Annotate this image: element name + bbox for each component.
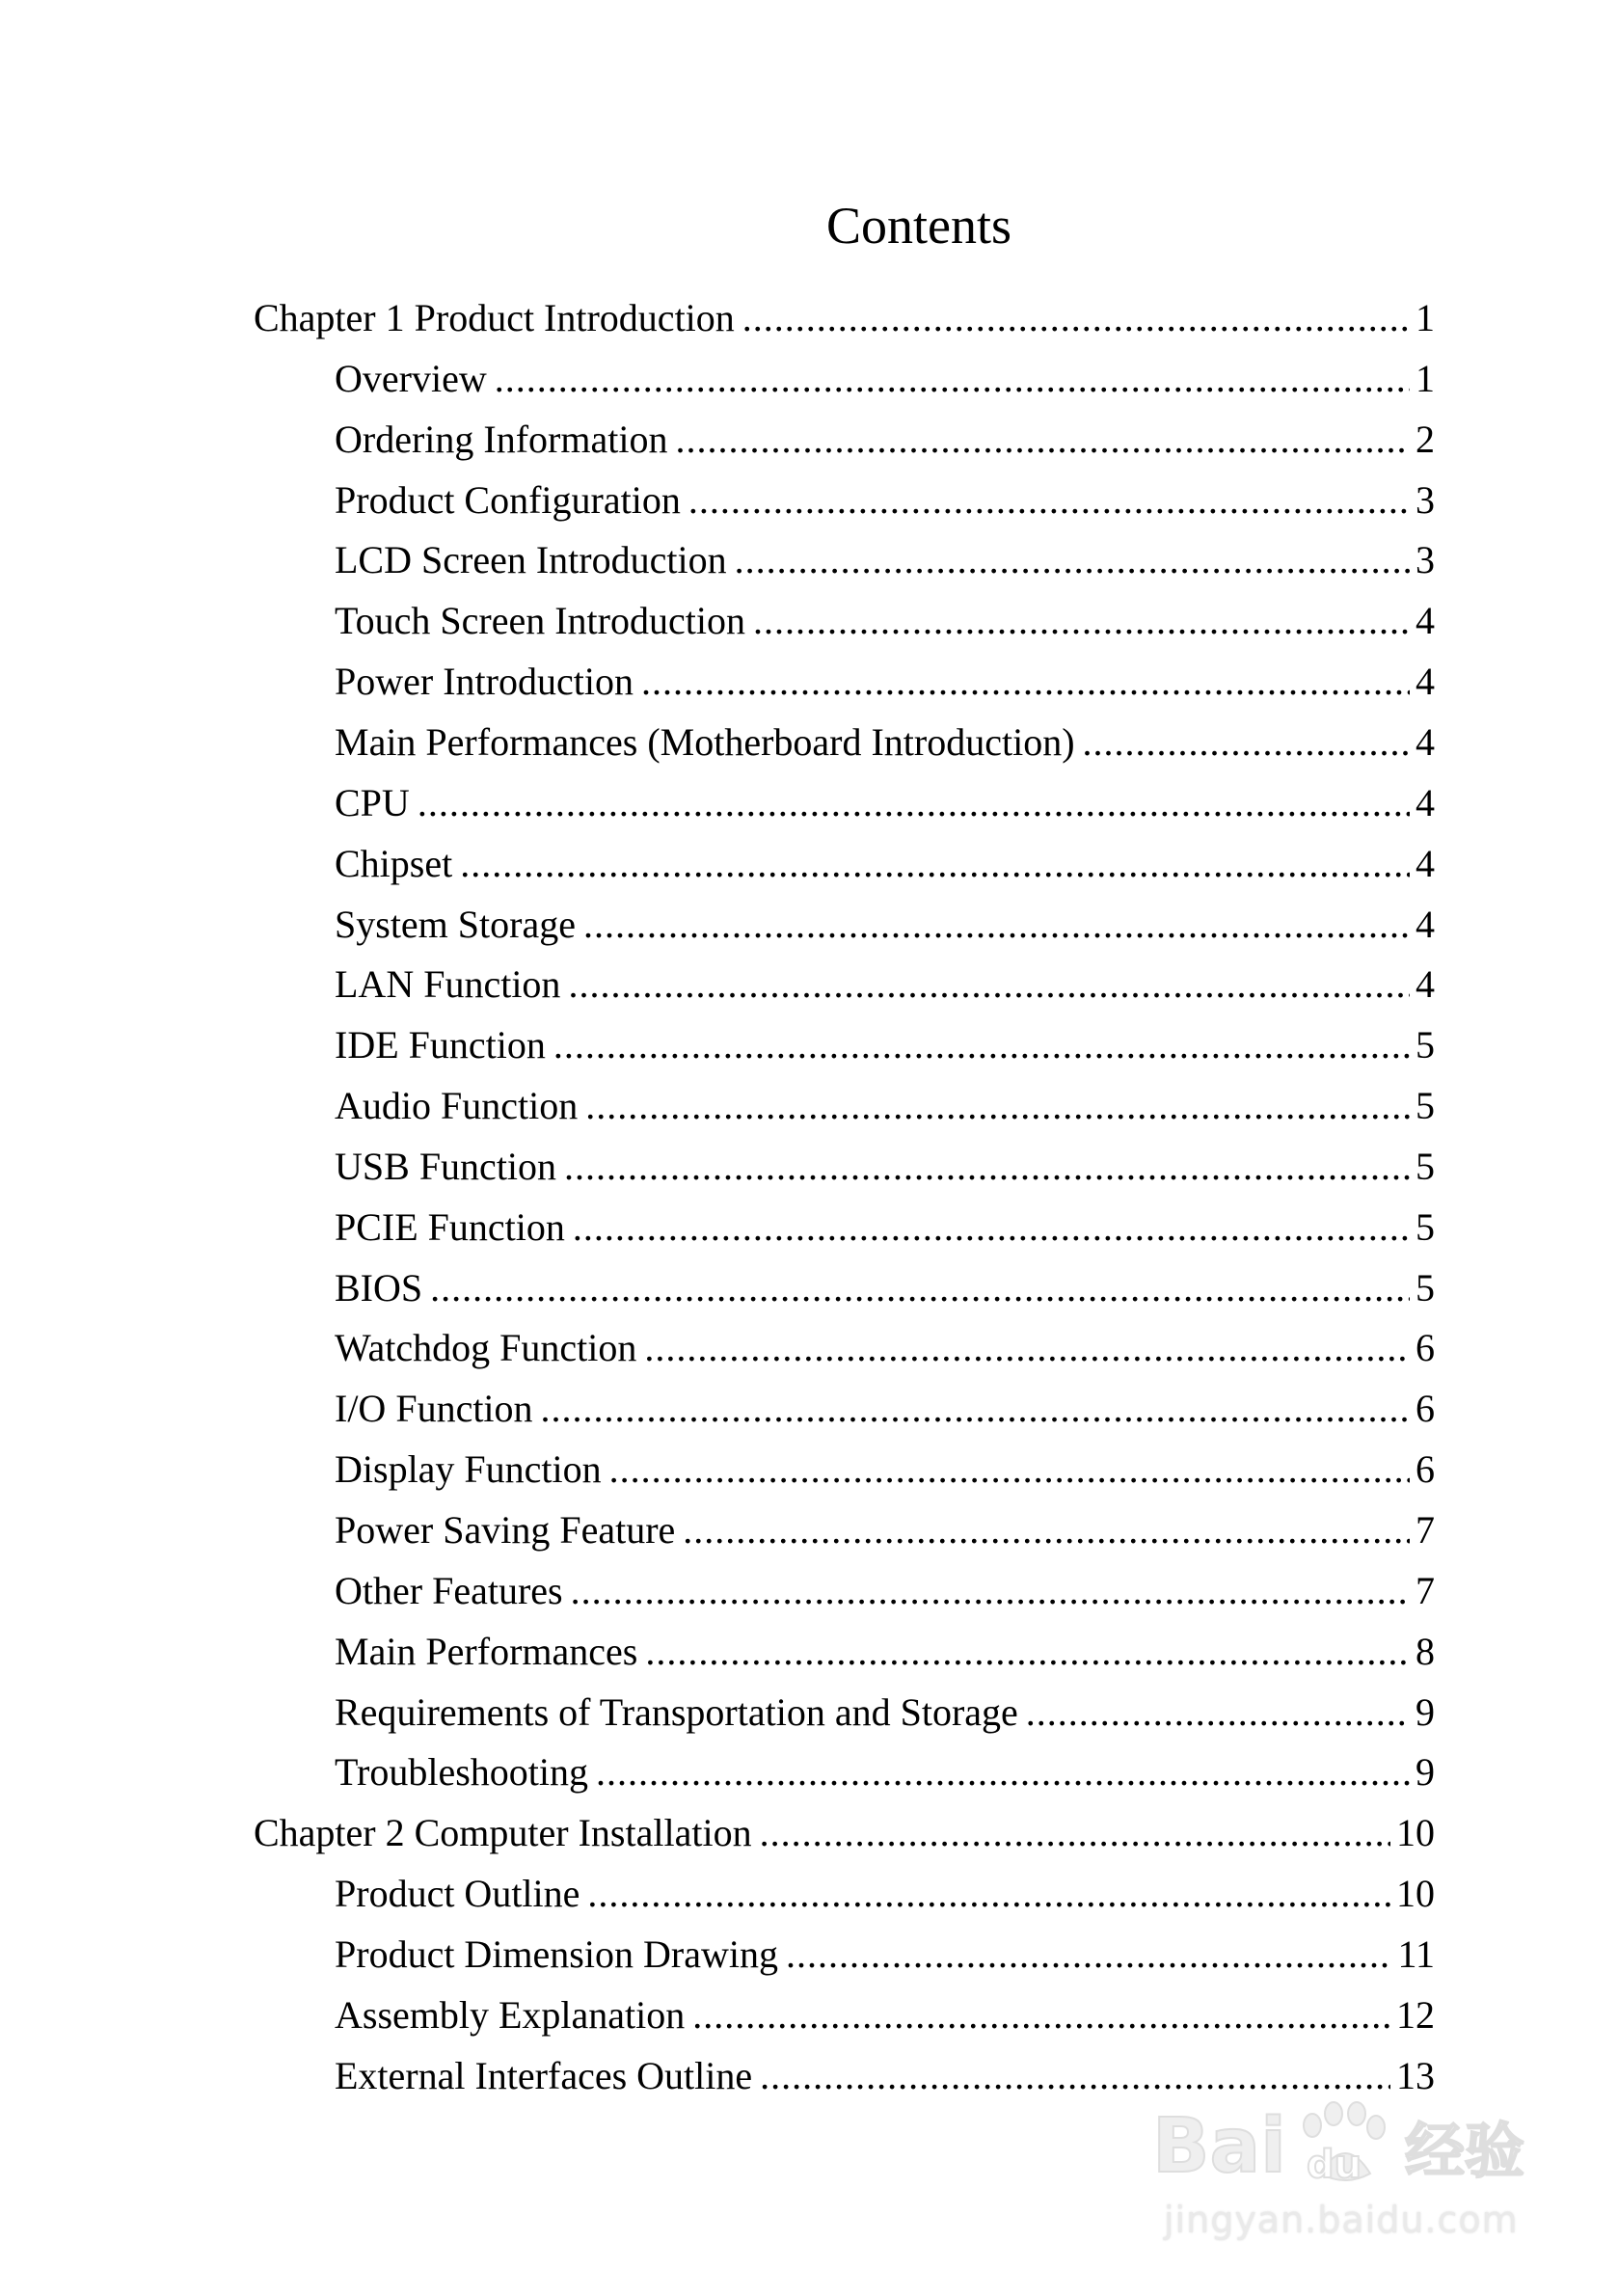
svg-text:Bai: Bai <box>1152 2103 1286 2190</box>
toc-entry-page-number: 10 <box>1396 1811 1435 1855</box>
toc-section-entry <box>335 594 1435 648</box>
toc-entry-label: Main Performances <box>335 1629 638 1673</box>
toc-entry-page-number: 4 <box>1416 962 1435 1007</box>
toc-section-entry <box>335 655 1435 709</box>
toc-section-entry <box>335 898 1435 952</box>
toc-dot-leader <box>541 1382 1410 1436</box>
toc-dot-leader <box>1083 716 1410 770</box>
toc-entry-page-number: 1 <box>1416 356 1435 400</box>
toc-dot-leader <box>645 1625 1410 1679</box>
svg-text:du: du <box>1307 2143 1362 2187</box>
toc-dot-leader <box>735 533 1410 587</box>
toc-entry-label: Power Saving Feature <box>335 1508 676 1552</box>
toc-section-entry <box>335 1079 1435 1133</box>
toc-dot-leader <box>683 1503 1410 1557</box>
toc-section-entry <box>335 1018 1435 1072</box>
toc-section-entry <box>335 958 1435 1012</box>
toc-entry-page-number: 11 <box>1397 1931 1435 1976</box>
toc-section-entry <box>335 1928 1435 1982</box>
toc-entry-label: System Storage <box>335 902 576 946</box>
toc-dot-leader <box>692 1988 1390 2042</box>
toc-section-entry <box>335 1625 1435 1679</box>
toc-dot-leader <box>675 413 1410 467</box>
toc-entry-label: Troubleshooting <box>335 1750 589 1795</box>
toc-entry-label: Chapter 1 Product Introduction <box>254 296 735 339</box>
toc-section-entry <box>335 1503 1435 1557</box>
toc-dot-leader <box>596 1745 1410 1799</box>
toc-entry-label: Assembly Explanation <box>335 1992 686 2037</box>
toc-dot-leader <box>583 898 1410 952</box>
toc-dot-leader <box>786 1928 1392 1982</box>
toc-entry-label: Requirements of Transportation and Storage <box>335 1689 1018 1734</box>
toc-dot-leader <box>585 1079 1410 1133</box>
toc-dot-leader <box>753 594 1410 648</box>
toc-entry-page-number: 6 <box>1416 1387 1435 1431</box>
baidu-logo-icon <box>1152 2093 1538 2199</box>
toc-entry-page-number: 9 <box>1416 1750 1435 1795</box>
toc-entry-page-number: 5 <box>1416 1084 1435 1128</box>
toc-section-entry <box>335 473 1435 527</box>
toc-entry-label: External Interfaces Outline <box>335 2053 753 2097</box>
toc-entry-label: Main Performances (Motherboard Introduction) <box>335 719 1075 764</box>
toc-entry-label: Chipset <box>335 841 453 885</box>
toc-entry-label: LCD Screen Introduction <box>335 538 727 582</box>
toc-entry-label: Product Dimension Drawing <box>335 1931 778 1976</box>
toc-entry-page-number: 10 <box>1396 1872 1435 1916</box>
toc-entry-page-number: 8 <box>1416 1629 1435 1673</box>
toc-entry-page-number: 5 <box>1416 1023 1435 1067</box>
toc-entry-page-number: 7 <box>1416 1568 1435 1612</box>
toc-entry-page-number: 5 <box>1416 1144 1435 1188</box>
toc-entry-page-number: 5 <box>1416 1265 1435 1310</box>
toc-entry-label: Ordering Information <box>335 417 668 461</box>
toc-dot-leader <box>460 837 1410 891</box>
toc-section-entry <box>335 1261 1435 1315</box>
toc-section-entry <box>335 837 1435 891</box>
toc-entry-page-number: 4 <box>1416 902 1435 946</box>
toc-entry-label: Display Function <box>335 1447 602 1492</box>
toc-dot-leader <box>644 1321 1410 1375</box>
toc-entry-label: I/O Function <box>335 1387 533 1431</box>
toc-dot-leader <box>641 655 1410 709</box>
toc-dot-leader <box>573 1201 1410 1255</box>
toc-section-entry <box>335 1201 1435 1255</box>
page-title: Contents <box>825 197 1011 255</box>
toc-entry-label: IDE Function <box>335 1023 546 1067</box>
toc-section-entry <box>335 1867 1435 1921</box>
toc-entry-page-number: 3 <box>1416 538 1435 582</box>
toc-entry-page-number: 4 <box>1416 599 1435 643</box>
toc-entry-page-number: 3 <box>1416 477 1435 522</box>
toc-dot-leader <box>553 1018 1410 1072</box>
toc-section-entry <box>335 1988 1435 2042</box>
toc-entry-page-number: 4 <box>1416 841 1435 885</box>
toc-dot-leader <box>495 352 1410 406</box>
toc-entry-label: Other Features <box>335 1568 563 1612</box>
baidu-jingyan-watermark <box>1152 2093 1538 2256</box>
toc-entry-label: Product Configuration <box>335 477 681 522</box>
toc-entry-page-number: 6 <box>1416 1326 1435 1370</box>
toc-dot-leader <box>587 1867 1390 1921</box>
toc-entry-label: Product Outline <box>335 1872 580 1916</box>
toc-dot-leader <box>688 473 1410 527</box>
watermark-url: jingyan.baidu.com <box>1164 2199 1519 2241</box>
toc-section-entry <box>335 1443 1435 1497</box>
toc-chapter-entry <box>254 1806 1435 1860</box>
toc-dot-leader <box>742 291 1410 345</box>
toc-section-entry <box>335 352 1435 406</box>
toc-entry-label: BIOS <box>335 1265 423 1310</box>
toc-dot-leader <box>1026 1686 1410 1740</box>
toc-entry-page-number: 2 <box>1416 417 1435 461</box>
toc-dot-leader <box>418 776 1410 830</box>
toc-entry-page-number: 12 <box>1396 1992 1435 2037</box>
toc-section-entry <box>335 1140 1435 1194</box>
toc-entry-label: Touch Screen Introduction <box>335 599 745 643</box>
toc-chapter-entry <box>254 291 1435 345</box>
toc-dot-leader <box>760 1806 1390 1860</box>
toc-section-entry <box>335 776 1435 830</box>
toc-entry-page-number: 9 <box>1416 1689 1435 1734</box>
toc-entry-page-number: 4 <box>1416 780 1435 824</box>
toc-dot-leader <box>568 958 1410 1012</box>
toc-entry-page-number: 4 <box>1416 660 1435 704</box>
toc-section-entry <box>335 1321 1435 1375</box>
toc-section-entry <box>335 1745 1435 1799</box>
toc-entry-label: Power Introduction <box>335 660 634 704</box>
toc-section-entry <box>335 413 1435 467</box>
toc-dot-leader <box>430 1261 1410 1315</box>
toc-entry-page-number: 7 <box>1416 1508 1435 1552</box>
svg-text:经验: 经验 <box>1405 2116 1525 2186</box>
toc-section-entry <box>335 1564 1435 1618</box>
toc-section-entry <box>335 533 1435 587</box>
toc-dot-leader <box>564 1140 1410 1194</box>
toc-section-entry <box>335 1686 1435 1740</box>
toc-entry-label: USB Function <box>335 1144 557 1188</box>
toc-entry-label: PCIE Function <box>335 1204 565 1249</box>
toc-entry-page-number: 5 <box>1416 1204 1435 1249</box>
toc-section-entry <box>335 716 1435 770</box>
toc-entry-label: Chapter 2 Computer Installation <box>254 1811 752 1855</box>
toc-entry-label: Audio Function <box>335 1084 579 1128</box>
toc-dot-leader <box>571 1564 1410 1618</box>
toc-entry-page-number: 6 <box>1416 1447 1435 1492</box>
toc-entry-label: CPU <box>335 780 410 824</box>
toc-entry-page-number: 13 <box>1396 2053 1435 2097</box>
toc-entry-label: Overview <box>335 356 487 400</box>
toc-entry-label: Watchdog Function <box>335 1326 637 1370</box>
toc-entry-label: LAN Function <box>335 962 561 1007</box>
toc-entry-page-number: 1 <box>1416 296 1435 339</box>
toc-section-entry <box>335 1382 1435 1436</box>
toc-dot-leader <box>609 1443 1410 1497</box>
toc-entry-page-number: 4 <box>1416 719 1435 764</box>
